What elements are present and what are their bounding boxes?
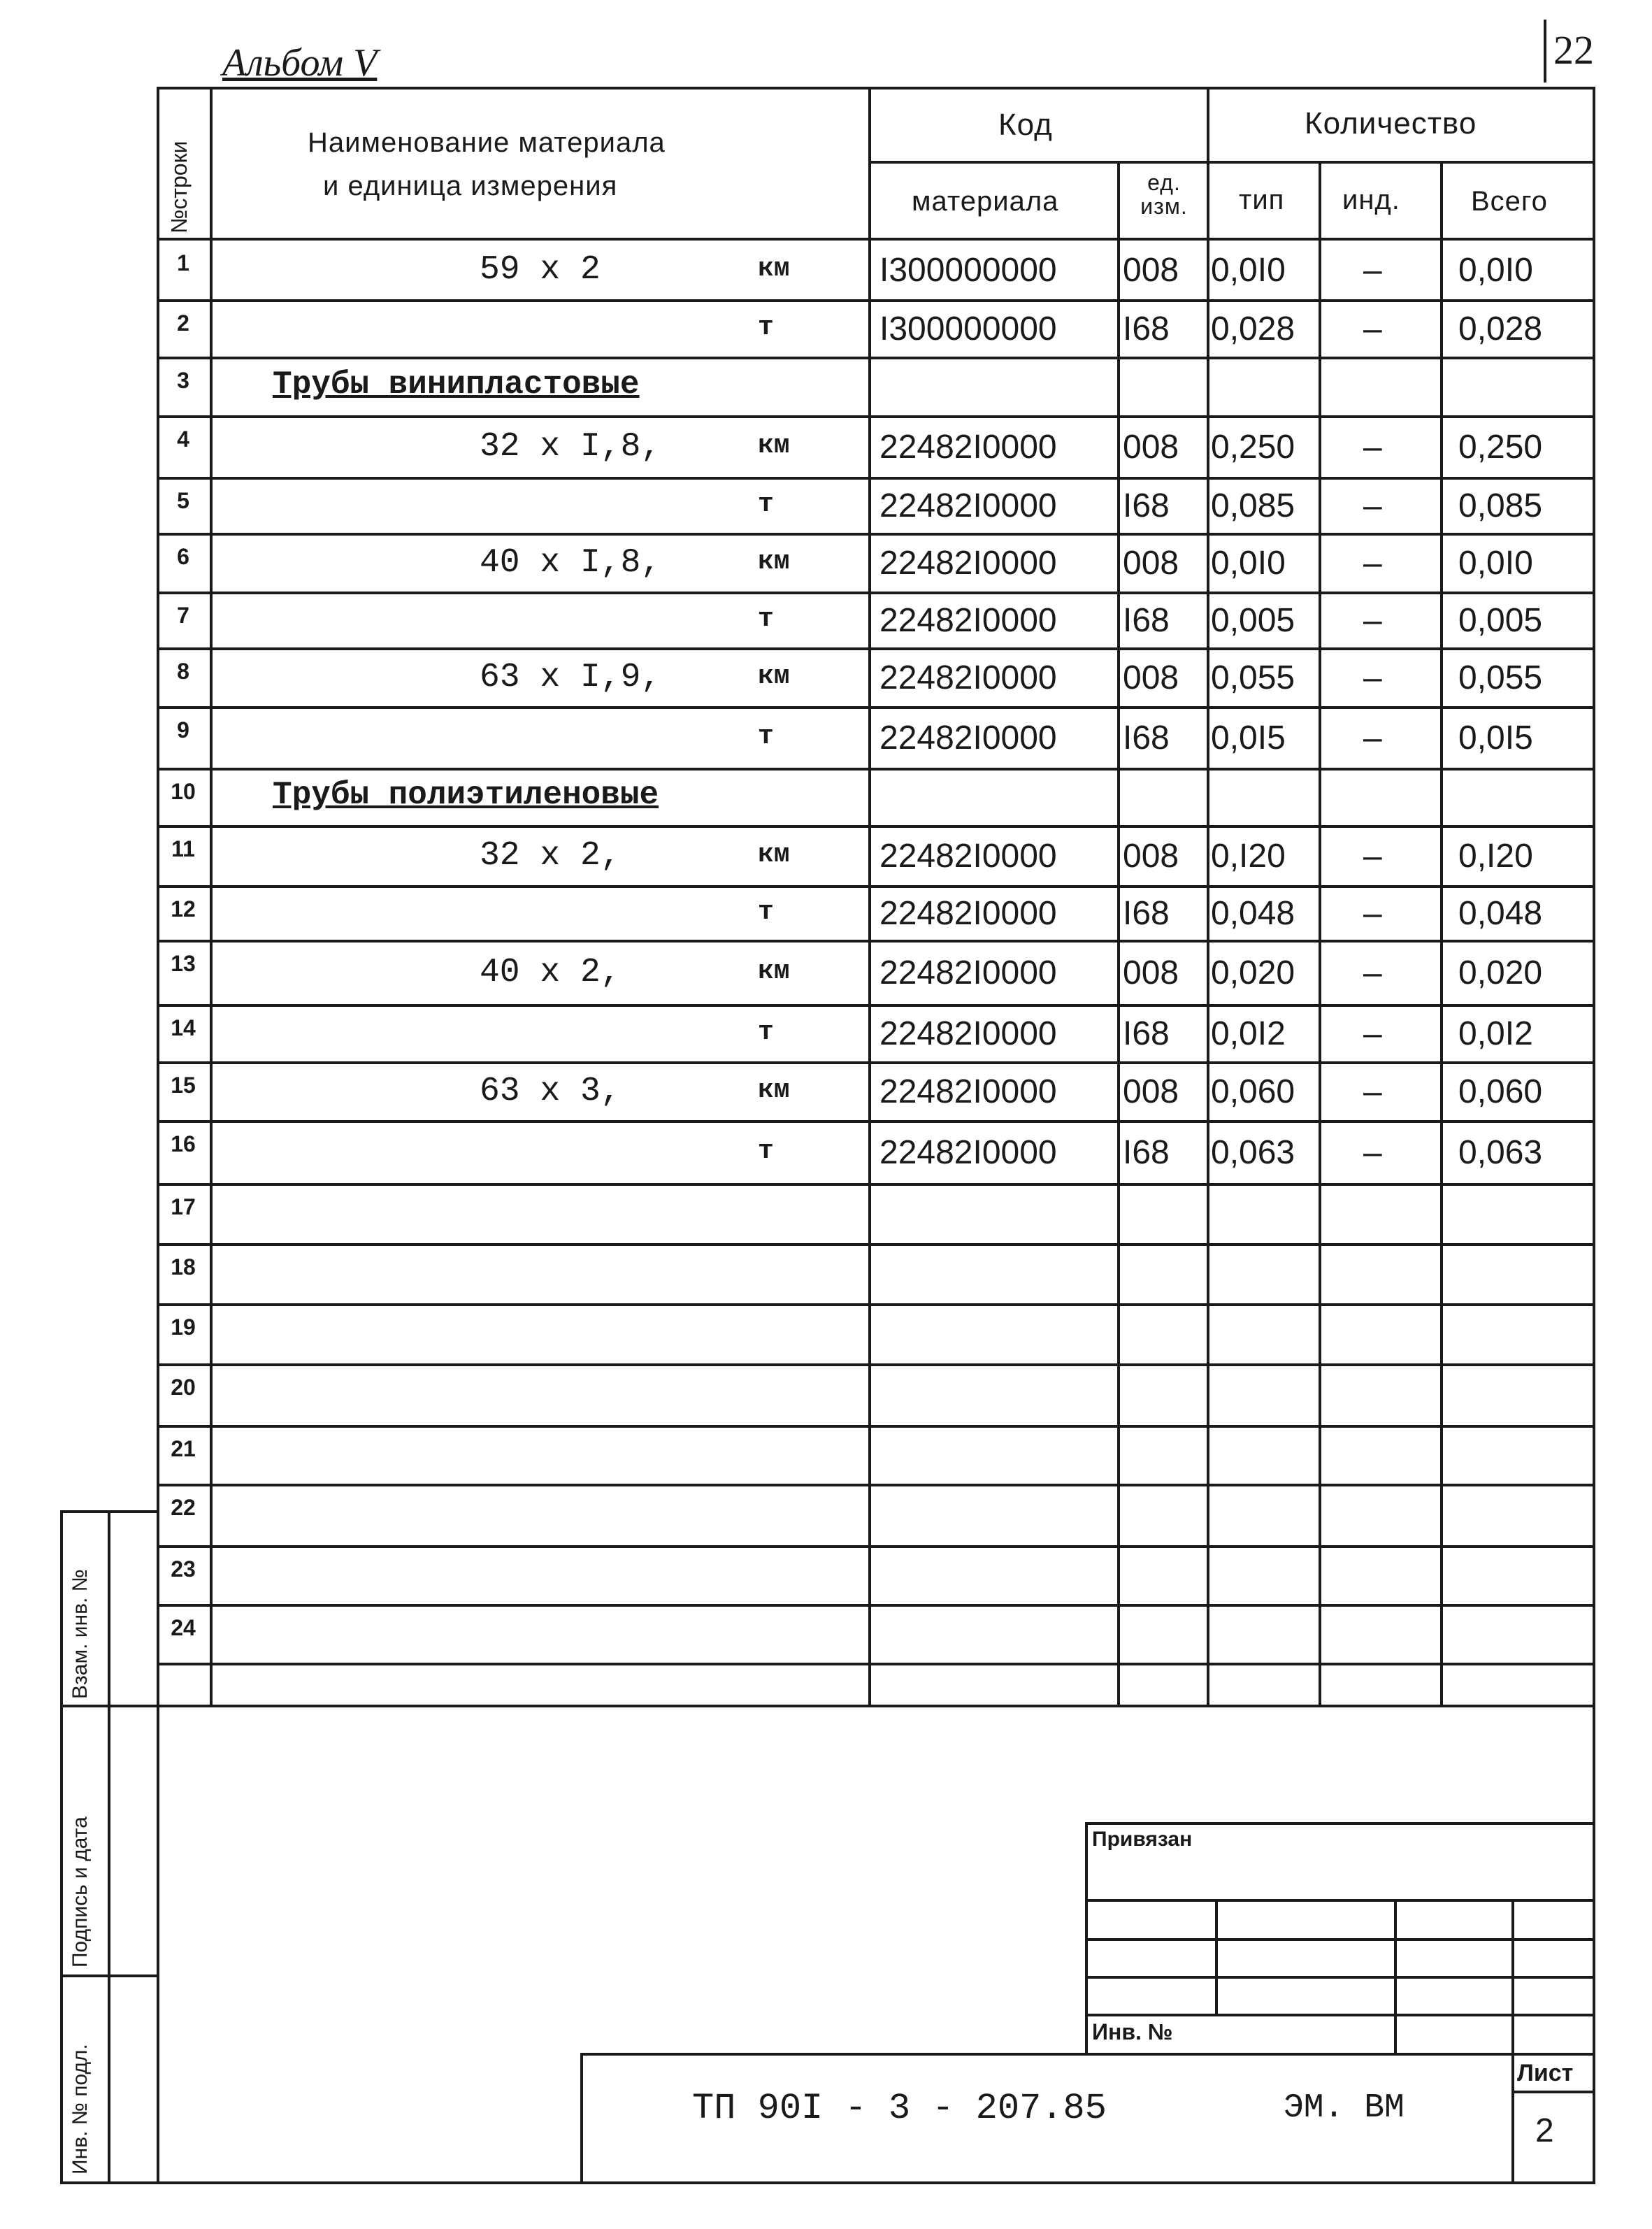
material-code: 22482I0000 — [879, 429, 1057, 466]
row-divider — [157, 299, 1593, 302]
row-number: 14 — [171, 1015, 196, 1040]
unit-code: 008 — [1123, 659, 1179, 696]
quantity-type: 0,0I5 — [1211, 719, 1286, 757]
quantity-ind: – — [1363, 838, 1382, 875]
unit-code: I68 — [1123, 487, 1170, 524]
material-size: 63 x 3, — [480, 1073, 621, 1110]
unit-name: км — [758, 547, 790, 577]
material-code: 22482I0000 — [879, 1073, 1057, 1110]
row-divider — [157, 1303, 1593, 1306]
row-divider — [157, 1545, 1593, 1548]
sheet-label: Лист — [1517, 2060, 1574, 2086]
material-code: I300000000 — [879, 310, 1057, 347]
quantity-total: 0,I20 — [1458, 838, 1533, 875]
material-size: 40 x I,8, — [480, 544, 661, 582]
unit-name: км — [758, 840, 790, 870]
inv-no-label: Инв. № — [1092, 2019, 1173, 2044]
row-divider — [157, 1484, 1593, 1486]
row-divider — [157, 477, 1593, 480]
quantity-total: 0,0I0 — [1458, 545, 1533, 582]
quantity-type: 0,020 — [1211, 954, 1295, 991]
material-code: 22482I0000 — [879, 602, 1057, 639]
unit-code: 008 — [1123, 545, 1179, 582]
vzam-inv-label: Взам. инв. № — [69, 1569, 92, 1699]
material-code: 22482I0000 — [879, 954, 1057, 991]
row-divider — [157, 415, 1593, 418]
unit-code: I68 — [1123, 1134, 1170, 1171]
quantity-ind: – — [1363, 310, 1382, 347]
unit-name: км — [758, 661, 790, 691]
quantity-type: 0,0I2 — [1211, 1015, 1286, 1052]
row-number: 2 — [177, 310, 189, 336]
row-number: 8 — [177, 659, 189, 684]
row-number: 13 — [171, 951, 196, 976]
row-number: 9 — [177, 717, 189, 743]
quantity-ind: – — [1363, 429, 1382, 466]
row-number: 20 — [171, 1375, 196, 1400]
material-code: 22482I0000 — [879, 1134, 1057, 1171]
unit-code: I68 — [1123, 1015, 1170, 1052]
row-number: 7 — [177, 603, 189, 628]
row-number: 22 — [171, 1495, 196, 1520]
row-divider — [157, 1604, 1593, 1607]
row-number: 3 — [177, 368, 189, 393]
unit-name: т — [758, 604, 774, 634]
row-number: 15 — [171, 1073, 196, 1098]
document-code: ТП 90I - 3 - 207.85 — [692, 2088, 1107, 2129]
quantity-type: 0,I20 — [1211, 838, 1286, 875]
unit-name: т — [758, 1136, 774, 1166]
quantity-ind: – — [1363, 1073, 1382, 1110]
quantity-type: 0,0I0 — [1211, 252, 1286, 289]
material-size: 40 x 2, — [480, 954, 621, 991]
row-number: 12 — [171, 896, 196, 922]
unit-code: I68 — [1123, 602, 1170, 639]
col-unit-header: ед. изм. — [1140, 170, 1188, 219]
row-number: 11 — [171, 836, 195, 861]
quantity-ind: – — [1363, 1134, 1382, 1171]
unit-code: 008 — [1123, 954, 1179, 991]
row-divider — [157, 1363, 1593, 1366]
row-number: 23 — [171, 1556, 196, 1582]
quantity-ind: – — [1363, 602, 1382, 639]
row-divider — [157, 1243, 1593, 1246]
quantity-ind: – — [1363, 1015, 1382, 1052]
quantity-type: 0,060 — [1211, 1073, 1295, 1110]
quantity-total: 0,048 — [1458, 895, 1543, 932]
unit-name: км — [758, 1075, 790, 1105]
material-code: 22482I0000 — [879, 838, 1057, 875]
quantity-ind: – — [1363, 252, 1382, 289]
quantity-total: 0,020 — [1458, 954, 1543, 991]
col-name-header-line1: Наименование материала — [308, 127, 666, 158]
row-number: 6 — [177, 544, 189, 569]
material-code: 22482I0000 — [879, 895, 1057, 932]
quantity-total: 0,063 — [1458, 1134, 1543, 1171]
unit-code: 008 — [1123, 252, 1179, 289]
section-heading: Трубы винипластовые — [273, 366, 640, 403]
unit-name: т — [758, 1017, 774, 1047]
album-note: Альбом V — [222, 41, 378, 85]
row-number: 17 — [171, 1194, 196, 1219]
sheet-number: 2 — [1535, 2112, 1554, 2149]
row-divider — [157, 1183, 1593, 1186]
quantity-total: 0,085 — [1458, 487, 1543, 524]
row-number: 5 — [177, 488, 189, 513]
unit-name: км — [758, 431, 790, 461]
podpis-data-label: Подпись и дата — [69, 1816, 92, 1968]
col-code-header: Код — [998, 108, 1053, 142]
inv-podl-label: Инв. № подл. — [69, 2044, 92, 2174]
quantity-type: 0,005 — [1211, 602, 1295, 639]
material-code: 22482I0000 — [879, 1015, 1057, 1052]
unit-name: т — [758, 313, 774, 343]
unit-code: I68 — [1123, 895, 1170, 932]
quantity-total: 0,028 — [1458, 310, 1543, 347]
quantity-type: 0,063 — [1211, 1134, 1295, 1171]
unit-code: 008 — [1123, 838, 1179, 875]
col-total-header: Всего — [1471, 186, 1548, 217]
row-divider — [157, 1004, 1593, 1007]
quantity-ind: – — [1363, 659, 1382, 696]
page-number: 22 — [1553, 27, 1594, 73]
material-code: I300000000 — [879, 252, 1057, 289]
quantity-total: 0,055 — [1458, 659, 1543, 696]
quantity-total: 0,005 — [1458, 602, 1543, 639]
section-heading: Трубы полиэтиленовые — [273, 777, 659, 813]
row-divider — [157, 1663, 1593, 1665]
unit-code: 008 — [1123, 429, 1179, 466]
quantity-type: 0,0I0 — [1211, 545, 1286, 582]
quantity-ind: – — [1363, 719, 1382, 757]
row-divider — [157, 885, 1593, 888]
col-quantity-header: Количество — [1305, 106, 1477, 141]
row-divider — [157, 706, 1593, 709]
quantity-ind: – — [1363, 954, 1382, 991]
row-number: 19 — [171, 1314, 196, 1340]
quantity-total: 0,0I2 — [1458, 1015, 1533, 1052]
quantity-total: 0,0I5 — [1458, 719, 1533, 757]
quantity-type: 0,028 — [1211, 310, 1295, 347]
row-number: 16 — [171, 1131, 196, 1156]
unit-name: т — [758, 489, 774, 519]
col-material-header: материала — [912, 186, 1059, 217]
material-size: 32 x 2, — [480, 837, 621, 875]
material-code: 22482I0000 — [879, 487, 1057, 524]
quantity-ind: – — [1363, 895, 1382, 932]
col-type-header: тип — [1239, 185, 1285, 215]
quantity-total: 0,060 — [1458, 1073, 1543, 1110]
row-divider — [157, 357, 1593, 359]
quantity-total: 0,0I0 — [1458, 252, 1533, 289]
material-size: 32 x I,8, — [480, 428, 661, 466]
row-number: 4 — [177, 427, 189, 452]
row-number: 1 — [177, 250, 189, 275]
page-number-divider — [1544, 20, 1546, 83]
quantity-ind: – — [1363, 545, 1382, 582]
row-divider — [157, 647, 1593, 650]
material-size: 63 x I,9, — [480, 659, 661, 696]
col-name-header-line2: и единица измерения — [323, 171, 618, 201]
row-divider — [157, 768, 1593, 771]
document-mark: ЭМ. ВМ — [1284, 2089, 1405, 2127]
unit-code: 008 — [1123, 1073, 1179, 1110]
material-code: 22482I0000 — [879, 659, 1057, 696]
row-number: 24 — [171, 1615, 196, 1640]
row-divider — [157, 940, 1593, 943]
row-divider — [157, 592, 1593, 594]
unit-code: I68 — [1123, 310, 1170, 347]
quantity-ind: – — [1363, 487, 1382, 524]
quantity-type: 0,085 — [1211, 487, 1295, 524]
material-code: 22482I0000 — [879, 545, 1057, 582]
row-divider — [157, 825, 1593, 828]
row-number: 21 — [171, 1436, 196, 1461]
col-rownum-header: №строки — [166, 141, 192, 234]
material-size: 59 x 2 — [480, 251, 601, 289]
row-number: 18 — [171, 1254, 196, 1280]
col-ind-header: инд. — [1342, 185, 1400, 215]
row-divider — [157, 1425, 1593, 1428]
unit-name: км — [758, 254, 790, 284]
material-code: 22482I0000 — [879, 719, 1057, 757]
row-number: 10 — [171, 779, 196, 804]
unit-name: км — [758, 956, 790, 987]
quantity-total: 0,250 — [1458, 429, 1543, 466]
row-divider — [157, 1120, 1593, 1123]
quantity-type: 0,048 — [1211, 895, 1295, 932]
unit-name: т — [758, 722, 774, 752]
quantity-type: 0,250 — [1211, 429, 1295, 466]
privyazan-label: Привязан — [1092, 1828, 1193, 1851]
unit-code: I68 — [1123, 719, 1170, 757]
unit-name: т — [758, 897, 774, 927]
quantity-type: 0,055 — [1211, 659, 1295, 696]
row-divider — [157, 1061, 1593, 1064]
row-divider — [157, 533, 1593, 536]
